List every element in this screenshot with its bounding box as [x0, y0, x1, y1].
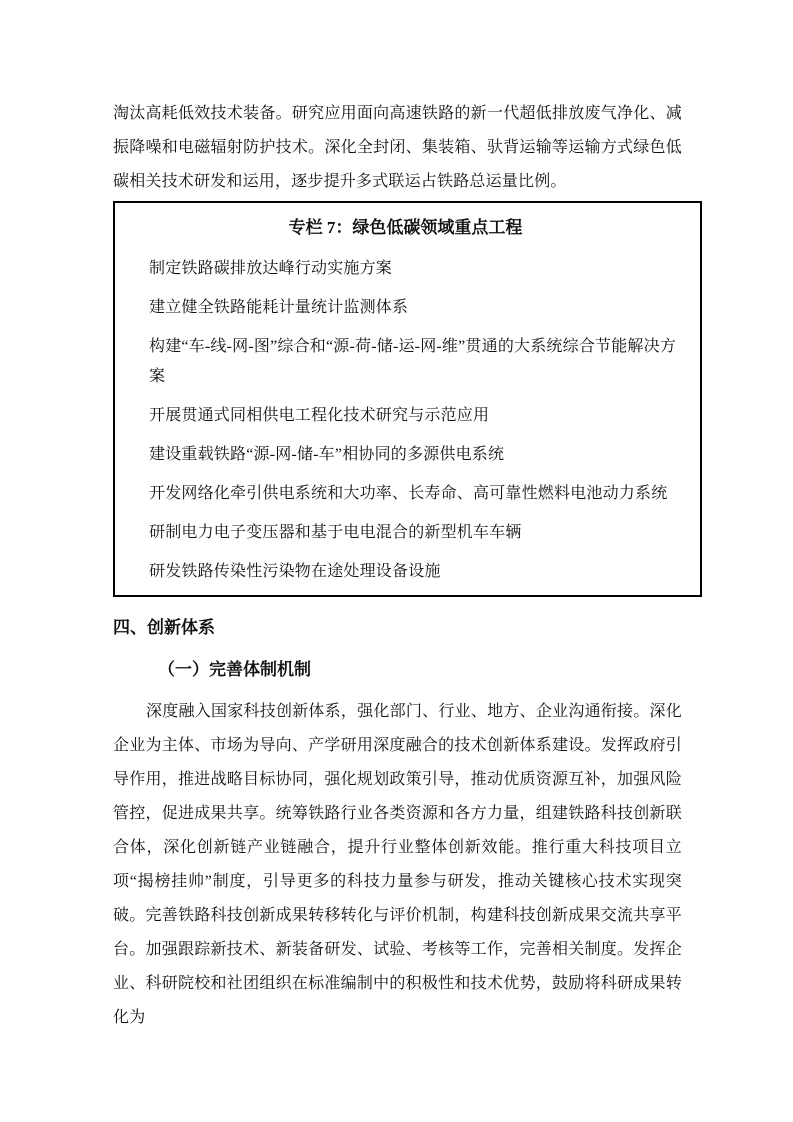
box-item: 研制电力电子变压器和基于电电混合的新型机车车辆 — [149, 524, 522, 541]
box-item: 构建“车-线-网-图”综合和“源-荷-储-运-网-维”贯通的大系统综合节能解决方案 — [149, 338, 677, 385]
subsection-heading: （一）完善体制机制 — [158, 660, 311, 679]
intro-paragraph: 淘汰高耗低效技术装备。研究应用面向高速铁路的新一代超低排放废气净化、减振降噪和电磁辐射防护技术。深化全封闭、集装箱、驮背运输等运输方式绿色低碳相关技术研发和运用，逐步提升多式联运占铁路总运量比例。 — [113, 105, 682, 190]
body-paragraph: 深度融入国家科技创新体系，强化部门、行业、地方、企业沟通衔接。深化企业为主体、市场为导向、产学研用深度融合的技术创新体系建设。发挥政府引导作用，推进战略目标协同，强化规划政策引导，推动优质资源互补，加强风险管控，促进成果共享。统筹铁路行业各类资源和各方力量，组建铁路科技创新联合体，深化创新链产业链融合，提升行业整体创新效能。推行重大科技项目立项“揭榜挂帅”制度，引导更多的科技力量参与研发，推动关键核心技术实现突破。完善铁路科技创新成果转移转化与评价机制，构建科技创新成果交流共享平台。加强跟踪新技术、新装备研发、试验、考核等工作，完善相关制度。发挥企业、科研院校和社团组织在标准编制中的积极性和技术优势，鼓励将科研成果转化为 — [113, 703, 682, 1026]
box-item: 开发网络化牵引供电系统和大功率、长寿命、高可靠性燃料电池动力系统 — [149, 485, 668, 502]
section-heading: 四、创新体系 — [113, 618, 215, 637]
box-item: 制定铁路碳排放达峰行动实施方案 — [149, 260, 393, 277]
key-projects-box-title: 专栏 7：绿色低碳领域重点工程 — [288, 218, 523, 237]
box-item: 建立健全铁路能耗计量统计监测体系 — [149, 299, 409, 316]
box-item: 开展贯通式同相供电工程化技术研究与示范应用 — [149, 407, 490, 424]
key-projects-box — [113, 201, 702, 597]
box-item: 研发铁路传染性污染物在途处理设备设施 — [149, 563, 441, 580]
box-item: 建设重载铁路“源-网-储-车”相协同的多源供电系统 — [149, 446, 505, 463]
